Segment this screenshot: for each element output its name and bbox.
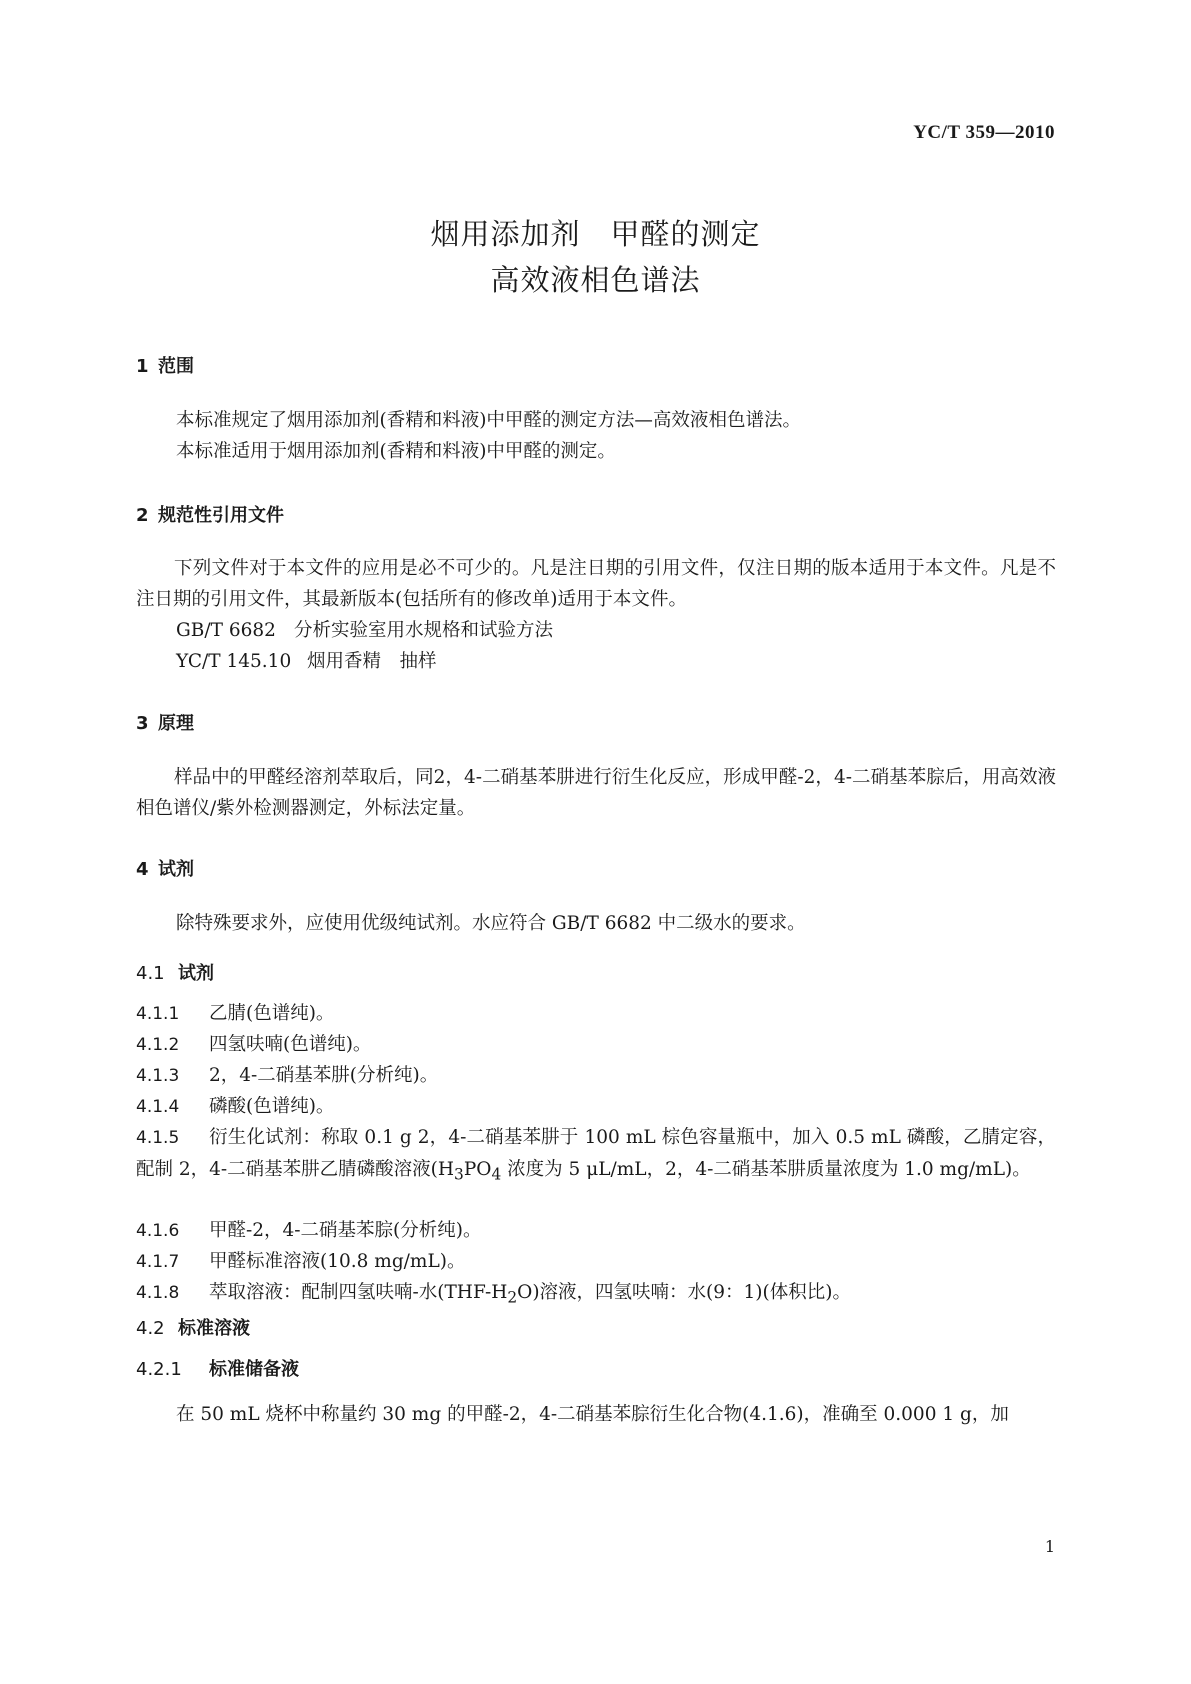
reagent-item [136, 1277, 1056, 1314]
section-4-heading [136, 855, 194, 881]
section-3-heading [136, 709, 194, 735]
section-title: 规范性引用文件 [158, 505, 284, 526]
section-number: 1 [136, 356, 149, 377]
reagent-item [136, 1029, 1056, 1061]
normative-reference [176, 615, 553, 646]
reference-code: YC/T 145.10 [176, 651, 292, 672]
reference-code: GB/T 6682 [176, 620, 276, 641]
subsection-4-2-heading [136, 1314, 250, 1340]
reagent-item [136, 1091, 1056, 1123]
reagent-item [136, 1246, 1056, 1278]
item-number: 4.1.7 [136, 1252, 180, 1272]
section-title: 原理 [158, 713, 194, 734]
item-number: 4.1.1 [136, 1004, 180, 1024]
item-text: 衍生化试剂：称取 0.1 g 2，4-二硝基苯肼于 100 mL 棕色容量瓶中，加入 0.5 mL 磷酸，乙腈定容，配制 2，4-二硝基苯肼乙腈磷酸溶液(H [136, 1127, 1056, 1180]
section-2-paragraph: 下列文件对于本文件的应用是必不可少的。凡是注日期的引用文件，仅注日期的版本适用于本文件。凡是不注日期的引用文件，其最新版本(包括所有的修改单)适用于本文件。 [136, 558, 1056, 610]
subsection-title: 标准溶液 [178, 1318, 250, 1339]
reagent-item [136, 1122, 1056, 1191]
item-number: 4.1.5 [136, 1128, 180, 1148]
section-1-paragraph-1: 本标准规定了烟用添加剂(香精和料液)中甲醛的测定方法—高效液相色谱法。 [176, 410, 801, 431]
section-2-heading [136, 501, 284, 527]
subscript: 3 [454, 1165, 464, 1184]
section-title: 范围 [158, 356, 194, 377]
section-number: 3 [136, 713, 149, 734]
section-title: 试剂 [158, 859, 194, 880]
subsection-number: 4.2.1 [136, 1359, 182, 1380]
section-4-2-1-paragraph: 在 50 mL 烧杯中称量约 30 mg 的甲醛-2，4-二硝基苯腙衍生化合物(4.1.6)，准确至 0.000 1 g，加 [176, 1404, 1009, 1425]
page-number: 1 [1044, 1537, 1055, 1556]
document-title-line1: 烟用添加剂 甲醛的测定 [430, 217, 761, 251]
item-text: 甲醛标准溶液(10.8 mg/mL)。 [209, 1251, 466, 1272]
reagent-item [136, 1215, 1056, 1247]
standard-number: YC/T 359—2010 [913, 122, 1055, 143]
subscript: 2 [507, 1288, 518, 1307]
section-3-paragraph: 样品中的甲醛经溶剂萃取后，同2，4-二硝基苯肼进行衍生化反应，形成甲醛-2，4-二硝基苯腙后，用高效液相色谱仪/紫外检测器测定，外标法定量。 [136, 767, 1056, 819]
subsection-title: 标准储备液 [209, 1359, 299, 1380]
item-text: 四氢呋喃(色谱纯)。 [209, 1034, 372, 1055]
item-number: 4.1.2 [136, 1035, 180, 1055]
item-text: 甲醛-2，4-二硝基苯腙(分析纯)。 [209, 1220, 482, 1241]
reference-title: 分析实验室用水规格和试验方法 [294, 620, 554, 641]
section-number: 4 [136, 859, 149, 880]
item-text: 萃取溶液：配制四氢呋喃-水(THF-H [209, 1282, 508, 1303]
reagent-item [136, 998, 1056, 1030]
subsection-4-2-1-heading [136, 1355, 299, 1381]
subsection-number: 4.2 [136, 1318, 165, 1339]
item-text: PO [463, 1159, 492, 1180]
reference-title: 烟用香精 抽样 [307, 651, 437, 672]
document-title-line2: 高效液相色谱法 [490, 263, 701, 297]
section-1-heading [136, 352, 194, 378]
subscript: 4 [491, 1165, 502, 1184]
reagent-item [136, 1060, 1056, 1092]
item-text: O)溶液，四氢呋喃：水(9：1)(体积比)。 [517, 1282, 851, 1303]
subsection-number: 4.1 [136, 963, 165, 984]
item-number: 4.1.8 [136, 1283, 180, 1303]
section-number: 2 [136, 505, 149, 526]
item-text: 乙腈(色谱纯)。 [209, 1003, 335, 1024]
subsection-4-1-heading [136, 959, 214, 985]
item-text: 2，4-二硝基苯肼(分析纯)。 [209, 1065, 439, 1086]
section-4-paragraph: 除特殊要求外，应使用优级纯试剂。水应符合 GB/T 6682 中二级水的要求。 [176, 913, 806, 934]
item-number: 4.1.3 [136, 1066, 180, 1086]
item-number: 4.1.4 [136, 1097, 180, 1117]
section-1-paragraph-2: 本标准适用于烟用添加剂(香精和料液)中甲醛的测定。 [176, 441, 616, 462]
item-text: 磷酸(色谱纯)。 [209, 1096, 335, 1117]
subsection-title: 试剂 [178, 963, 214, 984]
item-text: 浓度为 5 μL/mL，2，4-二硝基苯肼质量浓度为 1.0 mg/mL)。 [501, 1159, 1031, 1180]
item-number: 4.1.6 [136, 1221, 180, 1241]
normative-reference [176, 646, 437, 677]
